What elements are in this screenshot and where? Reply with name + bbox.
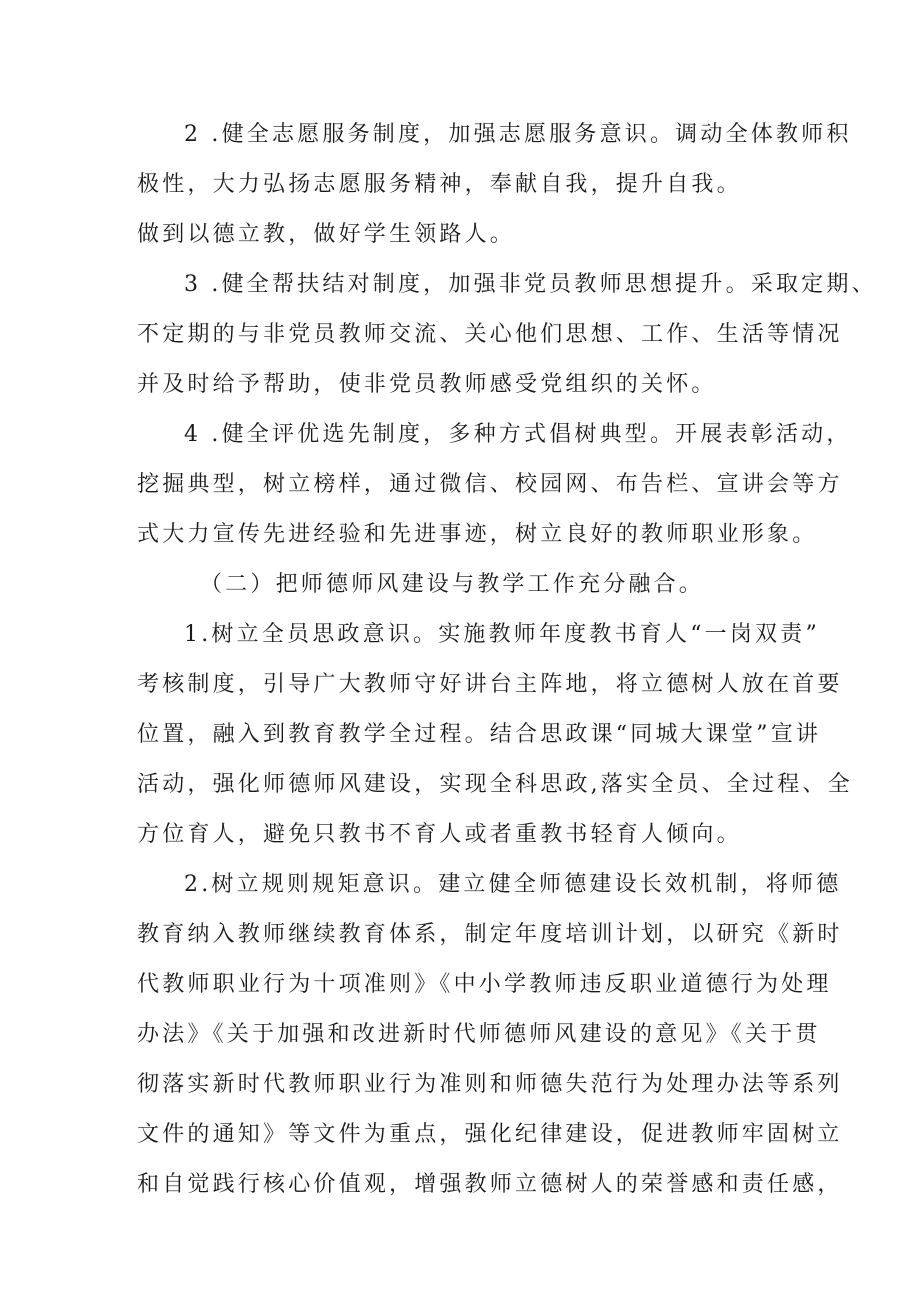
text-line: 办法》《关于加强和改进新时代师德师风建设的意见》《关于贯 xyxy=(137,1022,821,1047)
text-line: 2.树立规则规矩意识。建立健全师德建设长效机制，将师德 xyxy=(184,872,842,897)
text-line: 式大力宣传先进经验和先进事迹，树立良好的教师职业形象。 xyxy=(137,522,818,547)
text-line: 并及时给予帮助，使非党员教师感受党组织的关怀。 xyxy=(137,372,717,397)
text-line: 代教师职业行为十项准则》《中小学教师违反职业道德行为处理 xyxy=(137,972,832,997)
text-line: 考核制度，引导广大教师守好讲台主阵地，将立德树人放在首要 xyxy=(137,672,843,697)
text-line: 极性，大力弘扬志愿服务精神，奉献自我，提升自我。 xyxy=(137,172,742,197)
text-line: 2 .健全志愿服务制度，加强志愿服务意识。调动全体教师积 xyxy=(184,122,852,147)
text-line: 文件的通知》等文件为重点，强化纪律建设，促进教师牢固树立 xyxy=(137,1122,843,1147)
text-line: 做到以德立教，做好学生领路人。 xyxy=(137,222,516,247)
text-line: 3 .健全帮扶结对制度，加强非党员教师思想提升。采取定期、 xyxy=(184,272,877,297)
text-line: 教育纳入教师继续教育体系，制定年度培训计划，以研究《新时 xyxy=(137,922,843,947)
text-line: 4 .健全评优选先制度，多种方式倡树典型。开展表彰活动， xyxy=(184,422,852,447)
text-line: 不定期的与非党员教师交流、关心他们思想、工作、生活等情况 xyxy=(137,322,843,347)
text-line: 和自觉践行核心价值观，增强教师立德树人的荣誉感和责任感， xyxy=(137,1172,843,1197)
text-line: 挖掘典型，树立榜样，通过微信、校园网、布告栏、宣讲会等方 xyxy=(137,472,843,497)
text-line: 彻落实新时代教师职业行为准则和师德失范行为处理办法等系列 xyxy=(137,1072,843,1097)
text-line: 方位育人，避免只教书不育人或者重教书轻育人倾向。 xyxy=(137,822,742,847)
text-line: 活动，强化师德师风建设，实现全科思政,落实全员、全过程、全 xyxy=(137,772,853,797)
section-heading: （二）把师德师风建设与教学工作充分融合。 xyxy=(200,572,705,597)
text-line: 1.树立全员思政意识。实施教师年度教书育人“一岗双责” xyxy=(184,622,820,647)
text-line: 位置，融入到教育教学全过程。结合思政课“同城大课堂”宣讲 xyxy=(137,722,822,747)
